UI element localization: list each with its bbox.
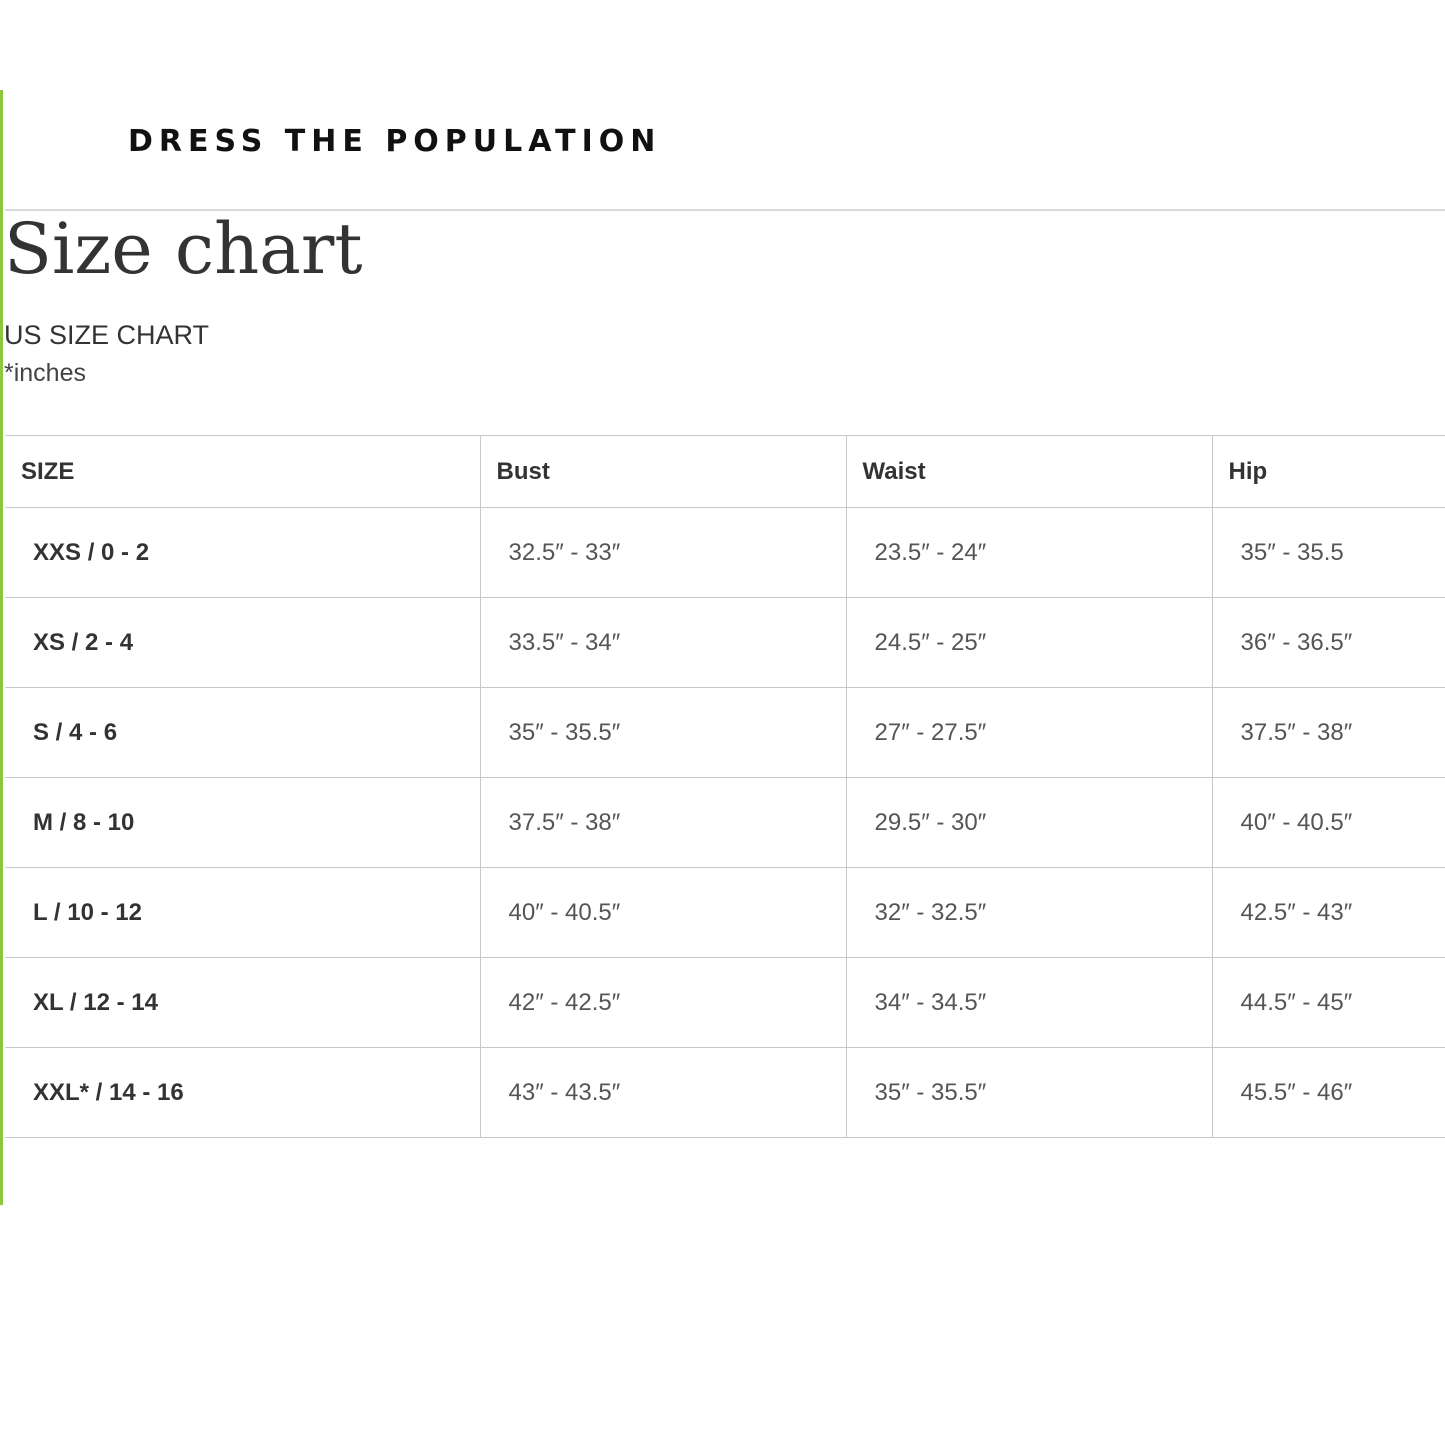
header-size: SIZE — [5, 436, 480, 508]
table-row — [5, 778, 1445, 868]
hip-cell: 37.5″ - 38″ — [1212, 688, 1445, 778]
table-row — [5, 598, 1445, 688]
bust-cell: 33.5″ - 34″ — [480, 598, 846, 688]
bust-cell: 37.5″ - 38″ — [480, 778, 846, 868]
header-hip: Hip — [1212, 436, 1445, 508]
table-row — [5, 508, 1445, 598]
waist-cell: 29.5″ - 30″ — [846, 778, 1212, 868]
hip-cell: 45.5″ - 46″ — [1212, 1048, 1445, 1138]
hip-cell: 44.5″ - 45″ — [1212, 958, 1445, 1048]
size-cell: XS / 2 - 4 — [5, 598, 480, 688]
hip-cell: 36″ - 36.5″ — [1212, 598, 1445, 688]
size-cell: XXL* / 14 - 16 — [5, 1048, 480, 1138]
bust-cell: 42″ - 42.5″ — [480, 958, 846, 1048]
table-row — [5, 868, 1445, 958]
size-cell: S / 4 - 6 — [5, 688, 480, 778]
bust-cell: 40″ - 40.5″ — [480, 868, 846, 958]
size-cell: M / 8 - 10 — [5, 778, 480, 868]
bust-cell: 43″ - 43.5″ — [480, 1048, 846, 1138]
header-bust: Bust — [480, 436, 846, 508]
size-cell: XL / 12 - 14 — [5, 958, 480, 1048]
bust-cell: 32.5″ - 33″ — [480, 508, 846, 598]
hip-cell: 35″ - 35.5 — [1212, 508, 1445, 598]
hip-cell: 42.5″ - 43″ — [1212, 868, 1445, 958]
waist-cell: 34″ - 34.5″ — [846, 958, 1212, 1048]
table-row — [5, 688, 1445, 778]
bust-cell: 35″ - 35.5″ — [480, 688, 846, 778]
table-row — [5, 1048, 1445, 1138]
chart-heading: US SIZE CHART — [4, 320, 210, 350]
waist-cell: 24.5″ - 25″ — [846, 598, 1212, 688]
waist-cell: 27″ - 27.5″ — [846, 688, 1212, 778]
table-row — [5, 958, 1445, 1048]
unit-note: *inches — [4, 359, 86, 387]
brand-logo: DRESS THE POPULATION — [128, 124, 662, 159]
size-table — [5, 435, 1445, 1138]
hip-cell: 40″ - 40.5″ — [1212, 778, 1445, 868]
accent-bar — [0, 90, 3, 1205]
waist-cell: 35″ - 35.5″ — [846, 1048, 1212, 1138]
size-cell: L / 10 - 12 — [5, 868, 480, 958]
page-title: Size chart — [4, 208, 363, 290]
size-cell: XXS / 0 - 2 — [5, 508, 480, 598]
waist-cell: 23.5″ - 24″ — [846, 508, 1212, 598]
waist-cell: 32″ - 32.5″ — [846, 868, 1212, 958]
table-header-row — [5, 436, 1445, 508]
header-waist: Waist — [846, 436, 1212, 508]
